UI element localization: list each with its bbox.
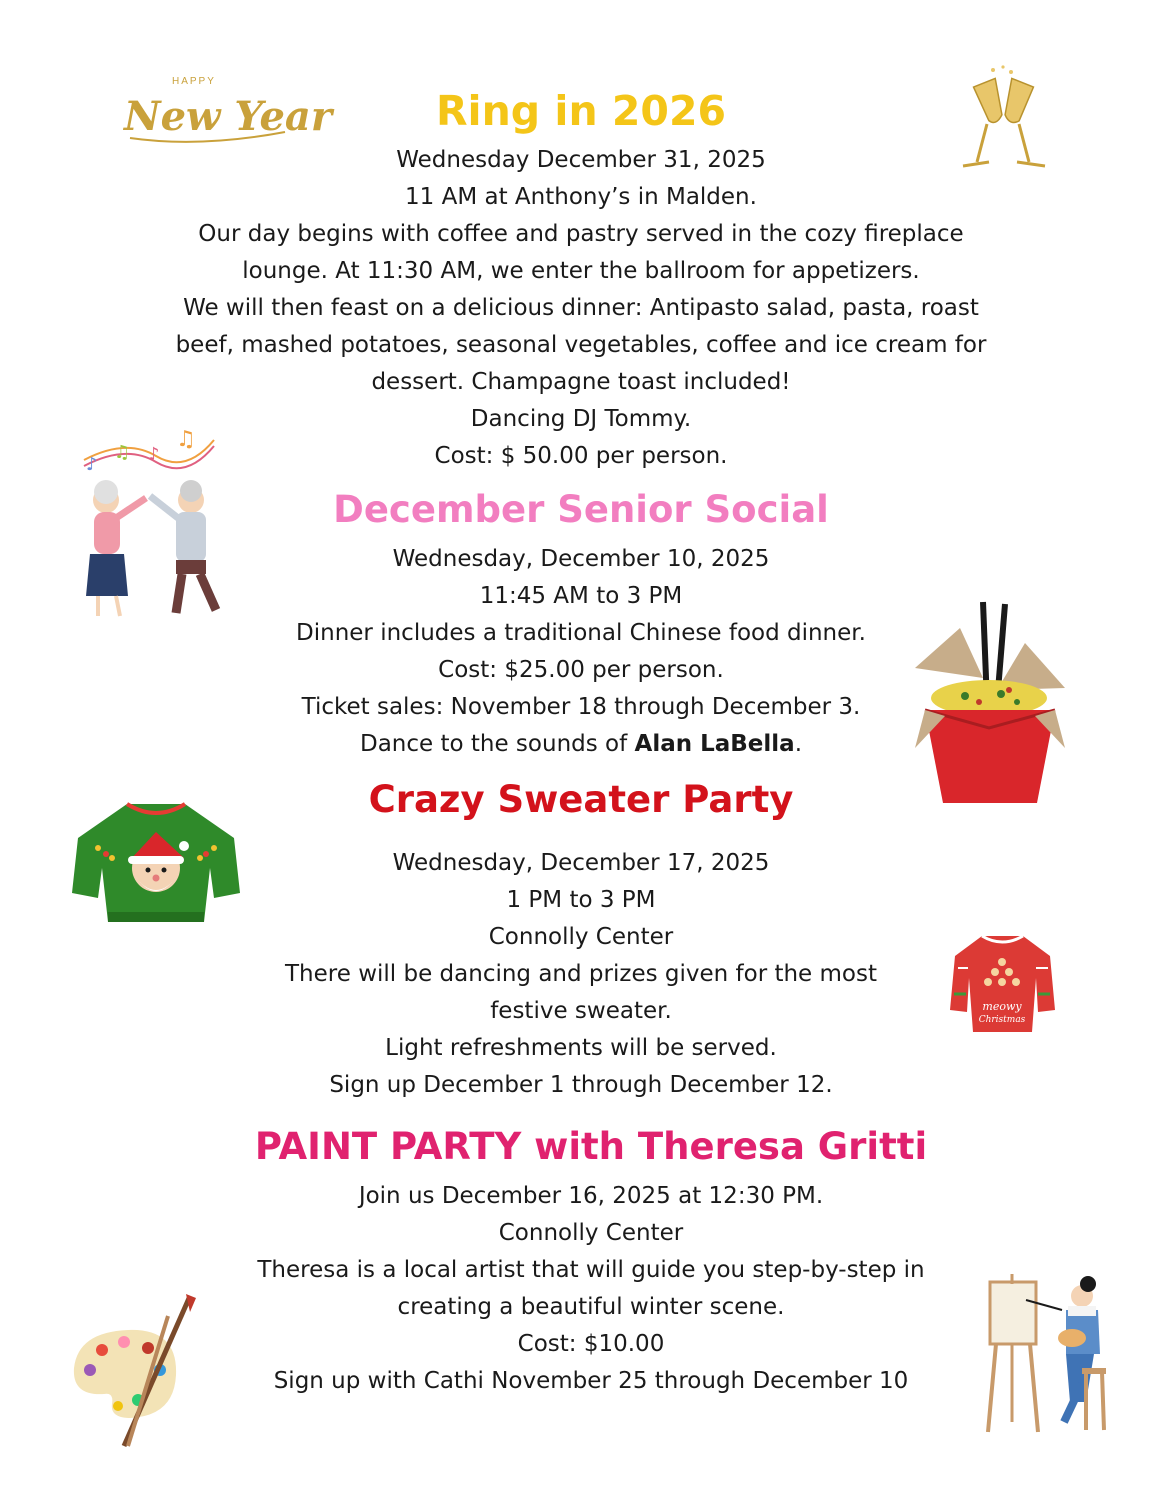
sweater-line: festive sweater. xyxy=(490,998,672,1024)
sweater-title: Crazy Sweater Party xyxy=(368,778,794,821)
paint-line: Cost: $10.00 xyxy=(517,1331,665,1357)
svg-text:♫: ♫ xyxy=(114,442,131,463)
sweater-line: There will be dancing and prizes given for the most xyxy=(285,961,877,987)
sweater-party-section xyxy=(0,773,1162,1104)
ring-line: 11 AM at Anthony’s in Malden. xyxy=(405,184,757,210)
svg-text:meowy: meowy xyxy=(982,1000,1022,1013)
ring-line: Wednesday December 31, 2025 xyxy=(396,147,766,173)
paint-line: Theresa is a local artist that will guide you step-by-step in xyxy=(257,1257,925,1283)
svg-text:♪: ♪ xyxy=(86,454,98,475)
social-line: Cost: $25.00 per person. xyxy=(438,657,724,683)
ring-line: Our day begins with coffee and pastry served in the cozy fireplace xyxy=(198,221,964,247)
dj-name: Alan LaBella xyxy=(634,731,795,757)
svg-text:♫: ♫ xyxy=(176,427,196,452)
social-title: December Senior Social xyxy=(333,488,829,531)
sweater-line: Connolly Center xyxy=(488,924,674,950)
svg-text:New Year: New Year xyxy=(124,93,332,140)
social-line: Dinner includes a traditional Chinese food dinner. xyxy=(296,620,866,646)
paint-line: creating a beautiful winter scene. xyxy=(397,1294,785,1320)
social-line: Wednesday, December 10, 2025 xyxy=(392,546,770,572)
social-line-dance xyxy=(0,726,1162,763)
ring-line: Dancing DJ Tommy. xyxy=(470,406,692,432)
social-line: Ticket sales: November 18 through December 3. xyxy=(301,694,861,720)
svg-text:♪: ♪ xyxy=(148,444,160,465)
svg-text:HAPPY: HAPPY xyxy=(172,76,216,87)
paint-line: Sign up with Cathi November 25 through December 10 xyxy=(273,1368,909,1394)
dance-suffix: . xyxy=(794,731,803,757)
ring-line: We will then feast on a delicious dinner: Antipasto salad, pasta, roast xyxy=(183,295,979,321)
paint-line: Connolly Center xyxy=(498,1220,684,1246)
ring-line: dessert. Champagne toast included! xyxy=(371,369,791,395)
ring-line: lounge. At 11:30 AM, we enter the ballroom for appetizers. xyxy=(242,258,920,284)
social-line: 11:45 AM to 3 PM xyxy=(479,583,683,609)
paint-party-section xyxy=(10,1120,1172,1400)
senior-social-section xyxy=(0,483,1162,763)
dance-prefix: Dance to the sounds of xyxy=(359,731,635,757)
sweater-line: Sign up December 1 through December 12. xyxy=(329,1072,833,1098)
ring-title: Ring in 2026 xyxy=(435,87,727,135)
ring-line: Cost: $ 50.00 per person. xyxy=(434,443,728,469)
sweater-line: 1 PM to 3 PM xyxy=(506,887,656,913)
paint-title: PAINT PARTY with Theresa Gritti xyxy=(254,1125,928,1168)
svg-text:Christmas: Christmas xyxy=(978,1015,1026,1025)
sweater-line: Light refreshments will be served. xyxy=(385,1035,777,1061)
ring-in-2026-section xyxy=(0,84,1162,475)
paint-line: Join us December 16, 2025 at 12:30 PM. xyxy=(358,1183,824,1209)
ring-line: beef, mashed potatoes, seasonal vegetables, coffee and ice cream for xyxy=(175,332,987,358)
sweater-line: Wednesday, December 17, 2025 xyxy=(392,850,770,876)
